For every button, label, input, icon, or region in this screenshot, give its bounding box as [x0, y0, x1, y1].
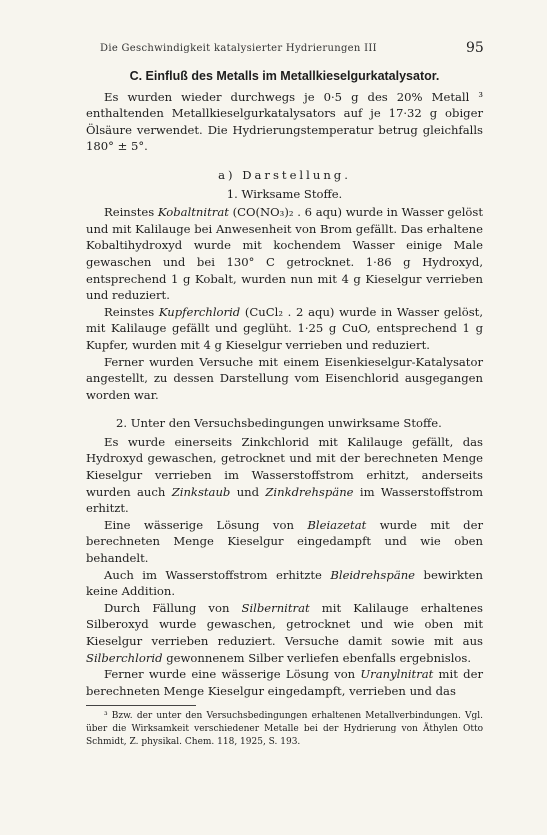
paragraph-copper: Reinstes Kupferchlorid (CuCl₂ . 2 aqu) wurde in Wasser gelöst, mit Kalilauge gefällt und geglüht. 1·25 g CuO, entsprechend 1 g Kupfer, wurden mit 4 g Kieselgur verrieben und reduziert. [86, 304, 484, 352]
term-kupferchlorid: Kupferchlorid [158, 304, 241, 319]
footnote-divider [86, 705, 196, 706]
term-uranylnitrat: Uranylnitrat [360, 667, 434, 682]
term-silberchlorid: Silberchlorid [86, 650, 163, 665]
page-number: 95 [466, 40, 484, 56]
running-header: Die Geschwindigkeit katalysierter Hydrierungen III [100, 43, 377, 54]
term-zinkstaub: Zinkstaub [171, 484, 231, 499]
subsection-heading: a) Darstellung. [218, 167, 351, 182]
section-title: C. Einfluß des Metalls im Metallkieselgurkatalysator. [129, 69, 440, 83]
part1-heading: 1. Wirksame Stoffe. [226, 186, 343, 201]
section-intro-paragraph: Es wurden wieder durchwegs je 0·5 g des 20% Metall ³ enthaltenden Metallkieselgurkatalysators auf je 17·32 g obiger Ölsäure verwendet. Die Hydrierungstemperatur betrug gleichfalls 180° ± 5°. [86, 89, 483, 154]
term-silbernitrat: Silbernitrat [241, 600, 310, 615]
footnote-3: ³ Bzw. der unter den Versuchsbedingungen erhaltenen Metallverbindungen. Vgl. über die Wirksamkeit verschiedener Metalle bei der Hydrierung von Äthylen Otto Schmidt, Z. physikal. Chem. 118, 1925, S. 193. [86, 711, 483, 747]
paragraph-zinc: Es wurde einerseits Zinkchlorid mit Kalilauge gefällt, das Hydroxyd gewaschen, getrocknet und mit der berechneten Menge Kieselgur verrieben im Wasserstoffstrom erhitzt, anderseits wurden auch Zinkstaub und Zinkdrehspäne im Wasserstoffstrom erhitzt. [86, 434, 483, 516]
page-body [86, 64, 483, 748]
paragraph-lead-shavings: Auch im Wasserstoffstrom erhitzte Bleidrehspäne bewirkten keine Addition. [86, 567, 483, 599]
footnotes [86, 710, 483, 748]
term-bleiazetat: Bleiazetat [307, 517, 367, 532]
term-zinkdrehspaene: Zinkdrehspäne [265, 484, 354, 499]
part2-heading: 2. Unter den Versuchsbedingungen unwirksame Stoffe. [116, 416, 442, 431]
paragraph-lead-acetate: Eine wässerige Lösung von Bleiazetat wurde mit der berechneten Menge Kieselgur eingedampft und wie oben behandelt. [86, 517, 483, 566]
paragraph-cobalt: Reinstes Kobaltnitrat (CO(NO₃)₂ . 6 aqu) wurde in Wasser gelöst und mit Kalilauge bei Anwesenheit von Brom gefällt. Das erhaltene Kobaltihydroxyd wurde mit kochendem Wasser einige Male gewaschen und bei 130° C getrocknet. 1·86 g Hydroxyd, entsprechend 1 g Kobalt, wurden nun mit 4 g Kieselgur verrieben und reduziert. [86, 205, 483, 303]
paragraph-silver: Durch Fällung von Silbernitrat mit Kalilauge erhaltenes Silberoxyd wurde gewaschen, getrocknet und wie oben mit Kieselgur verrieben reduziert. Versuche damit sowie mit aus Silberchlorid gewonnenem Silber verliefen ebenfalls ergebnislos. [86, 600, 483, 665]
term-kobaltnitrat: Kobaltnitrat [157, 205, 229, 220]
term-bleidrehspaene: Bleidrehspäne [330, 567, 416, 582]
paragraph-uranyl: Ferner wurde eine wässerige Lösung von Uranylnitrat mit der berechneten Menge Kieselgur eingedampft, verrieben und das [86, 667, 483, 698]
paragraph-iron: Ferner wurden Versuche mit einem Eisenkieselgur-Katalysator angestellt, zu dessen Darstellung vom Eisenchlorid ausgegangen worden war. [86, 354, 483, 402]
